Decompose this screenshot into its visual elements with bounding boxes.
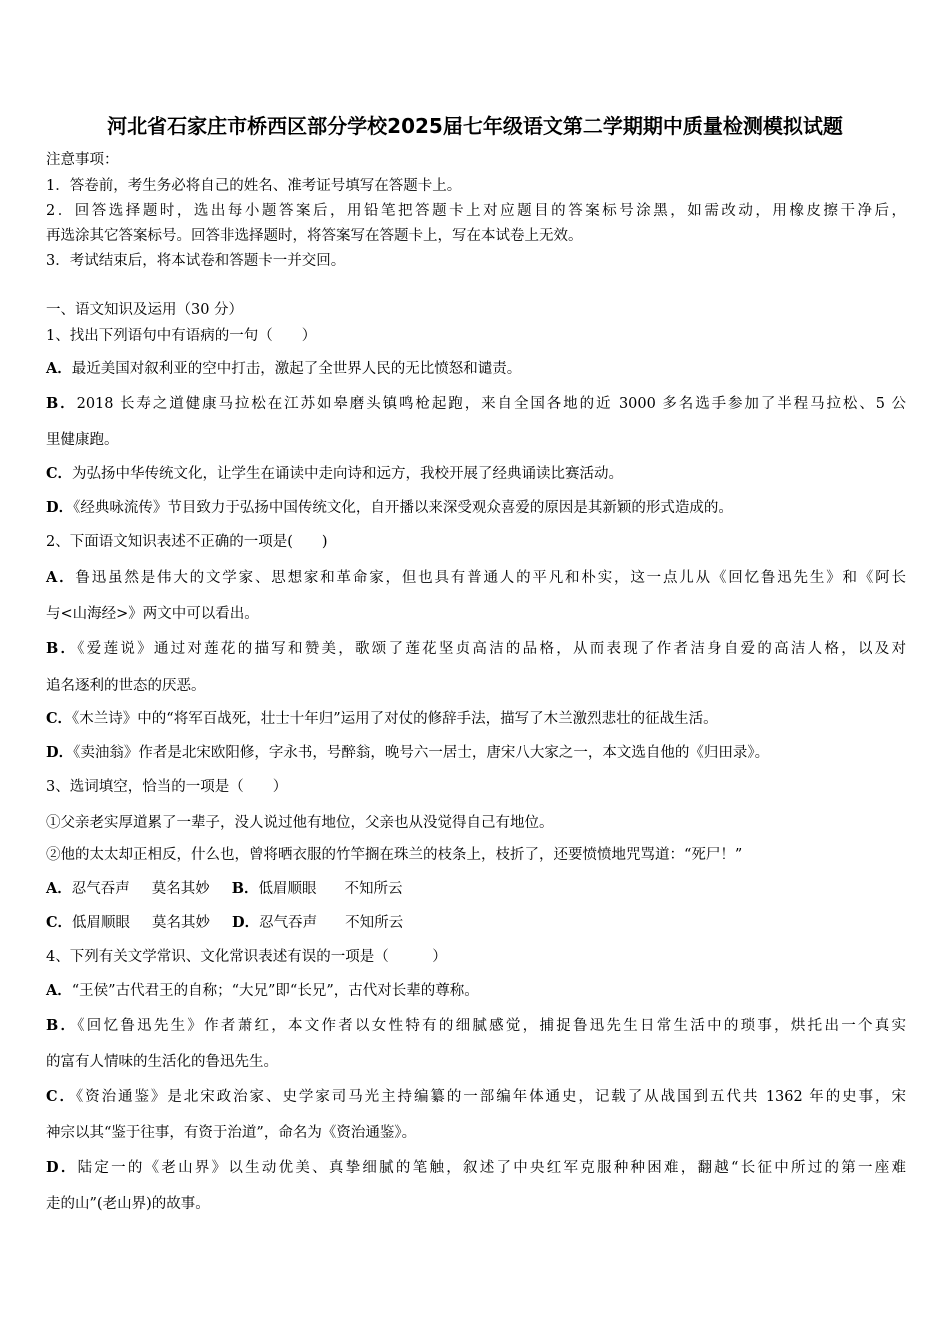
option-word: 不知所云	[344, 881, 403, 897]
option-word: 低眉顺眼	[72, 915, 131, 931]
q2-option-a	[46, 568, 906, 588]
q4-stem: 4、下列有关文学常识、文化常识表述有误的一项是（ ）	[46, 949, 447, 965]
q4-option-c-cont: 神宗以其“鉴于往事，有资于治道”，命名为《资治通鉴》。	[46, 1125, 417, 1141]
option-word: 莫名其妙	[152, 915, 211, 931]
option-word: 莫名其妙	[151, 881, 210, 897]
option-word: 不知所云	[345, 915, 404, 931]
option-label: C．	[46, 710, 73, 727]
option-text: 最近美国对叙利亚的空中打击，激起了全世界人民的无比愤怒和谴责。	[71, 361, 522, 377]
notice-item-2-cont: 再选涂其它答案标号。回答非选择题时，将答案写在答题卡上，写在本试卷上无效。	[46, 228, 583, 244]
option-word: 低眉顺眼	[258, 881, 317, 897]
option-label: D．	[46, 744, 74, 761]
q3-options-ab	[46, 879, 403, 899]
q1-option-b-cont: 里健康跑。	[46, 432, 119, 448]
option-label: C．	[46, 914, 73, 931]
q2-option-b-cont: 追名逐利的世态的厌恶。	[46, 678, 206, 694]
q1-option-b	[46, 394, 906, 414]
q4-option-a	[46, 981, 479, 1001]
q1-option-c	[46, 464, 623, 484]
exam-title: 河北省石家庄市桥西区部分学校2025届七年级语文第二学期期中质量检测模拟试题	[107, 114, 843, 138]
option-label: A．	[46, 360, 72, 377]
option-text: 鲁迅虽然是伟大的文学家、思想家和革命家，但也具有普通人的平凡和朴实，这一点儿从《回忆鲁迅先生》和《阿长	[75, 570, 906, 586]
q2-stem: 2、下面语文知识表述不正确的一项是( )	[46, 534, 328, 550]
notice-item-3: 3．考试结束后，将本试卷和答题卡一并交回。	[46, 253, 346, 269]
option-label: D．	[46, 499, 74, 516]
option-text: 《木兰诗》中的“将军百战死，壮士十年归”运用了对仗的修辞手法，描写了木兰激烈悲壮的征战生活。	[72, 711, 718, 727]
option-text: 《经典咏流传》节目致力于弘扬中国传统文化，自开播以来深受观众喜爱的原因是其新颖的形式造成的。	[73, 500, 733, 516]
option-text: 为弘扬中华传统文化，让学生在诵读中走向诗和远方，我校开展了经典诵读比赛活动。	[72, 466, 624, 482]
option-label: A．	[46, 982, 72, 999]
option-label: B．	[46, 640, 78, 657]
option-label: A．	[46, 569, 76, 586]
q1-option-a	[46, 359, 521, 379]
option-text: 陆定一的《老山界》以生动优美、真挚细腻的笔触，叙述了中央红军克服种种困难，翻越“长征中所过的第一座难	[77, 1160, 906, 1176]
option-label: D．	[232, 914, 260, 931]
option-word: 忍气吞声	[71, 881, 130, 897]
q4-option-c	[46, 1087, 906, 1107]
option-label: C．	[46, 465, 73, 482]
q3-sentence-1: ①父亲老实厚道累了一辈子，没人说过他有地位，父亲也从没觉得自己有地位。	[46, 815, 554, 831]
option-label: B．	[231, 880, 259, 897]
section-heading: 一、语文知识及运用（30 分）	[46, 302, 244, 318]
q4-option-b	[46, 1016, 906, 1036]
notice-item-1: 1．答卷前，考生务必将自己的姓名、准考证号填写在答题卡上。	[46, 178, 462, 194]
q4-option-b-cont: 的富有人情味的生活化的鲁迅先生。	[46, 1054, 278, 1070]
q1-option-d	[46, 498, 733, 518]
option-label: D．	[46, 1159, 78, 1176]
q2-option-c	[46, 709, 718, 729]
option-label: B．	[46, 395, 77, 412]
option-text: 《回忆鲁迅先生》作者萧红，本文作者以女性特有的细腻感觉，捕捉鲁迅先生日常生活中的琐事，烘托出一个真实	[77, 1018, 906, 1034]
notice-heading: 注意事项：	[46, 152, 119, 168]
option-text: 《卖油翁》作者是北宋欧阳修，字永书，号醉翁，晚号六一居士，唐宋八大家之一，本文选自他的《归田录》。	[73, 745, 770, 761]
option-text: 2018 长寿之道健康马拉松在江苏如皋磨头镇鸣枪起跑，来自全国各地的近 3000 多名选手参加了半程马拉松、5 公	[76, 396, 906, 412]
option-label: A．	[46, 880, 72, 897]
option-label: C．	[46, 1088, 76, 1105]
q3-sentence-2: ②他的太太却正相反，什么也，曾将晒衣服的竹竿搁在珠兰的枝条上，枝折了，还要愤愤地咒骂道：“死尸！”	[46, 847, 743, 863]
option-text: “王侯”古代君王的自称；“大兄”即“长兄”，古代对长辈的尊称。	[71, 983, 479, 999]
notice-item-2: 2．回答选择题时，选出每小题答案后，用铅笔把答题卡上对应题目的答案标号涂黑，如需改动，用橡皮擦干净后，	[46, 203, 906, 219]
q2-option-d	[46, 743, 769, 763]
option-text: 《爱莲说》通过对莲花的描写和赞美，歌颂了莲花坚贞高洁的品格，从而表现了作者洁身自爱的高洁人格，以及对	[77, 641, 906, 657]
option-word: 忍气吞声	[259, 915, 318, 931]
q4-option-d	[46, 1158, 906, 1178]
option-text: 《资治通鉴》是北宋政治家、史学家司马光主持编纂的一部编年体通史，记载了从战国到五代共 1362 年的史事，宋	[75, 1089, 906, 1105]
q4-option-d-cont: 走的山”(老山界)的故事。	[46, 1196, 210, 1212]
q3-options-cd	[46, 913, 403, 933]
q3-stem: 3、选词填空，恰当的一项是（ ）	[46, 779, 288, 795]
q2-option-b	[46, 639, 906, 659]
option-label: B．	[46, 1017, 78, 1034]
q1-stem: 1、找出下列语句中有语病的一句（ ）	[46, 328, 317, 344]
q2-option-a-cont: 与<山海经>》两文中可以看出。	[46, 606, 259, 622]
